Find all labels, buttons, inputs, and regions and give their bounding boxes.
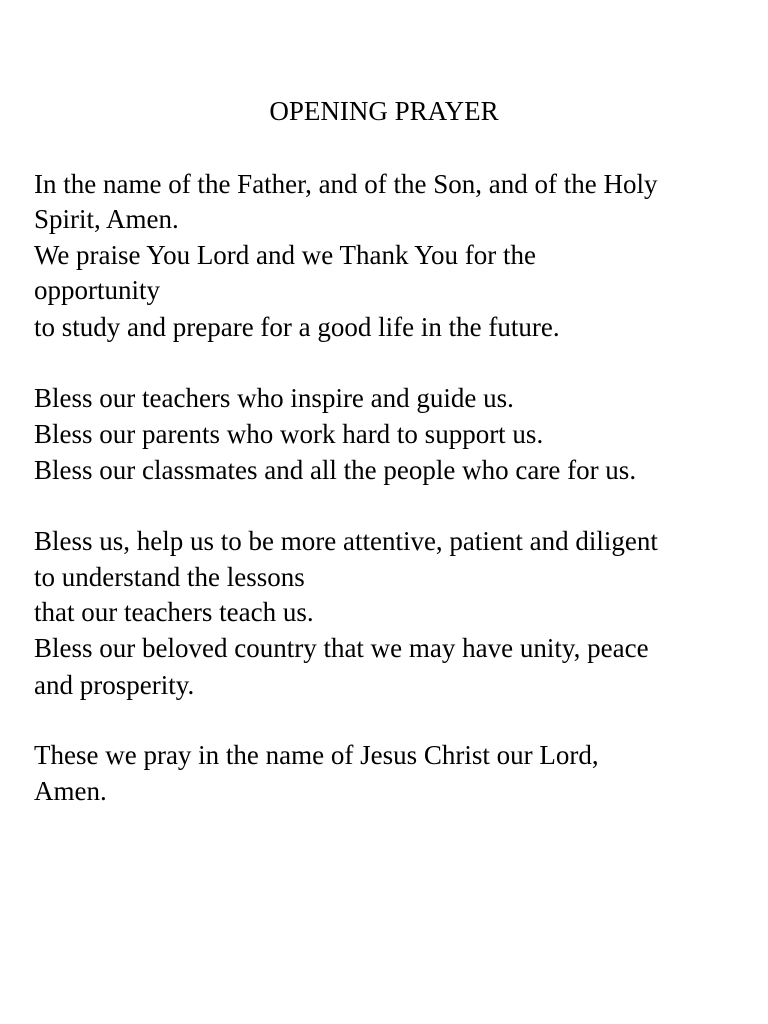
prayer-line: Bless our parents who work hard to support us. [34,419,544,449]
prayer-line: Bless our classmates and all the people who care for us. [34,455,637,485]
prayer-line: We praise You Lord and we Thank You for the [34,240,537,270]
prayer-line: and prosperity. [34,670,195,700]
page-title: OPENING PRAYER [269,96,499,126]
prayer-line: In the name of the Father, and of the Son, and of the Holy [34,169,658,199]
prayer-line: Amen. [34,776,107,806]
prayer-line: to study and prepare for a good life in the future. [34,312,560,342]
prayer-line: Bless our teachers who inspire and guide us. [34,383,514,413]
prayer-line: Bless us, help us to be more attentive, patient and diligent [34,526,658,556]
prayer-line: to understand the lessons [34,562,305,592]
prayer-line: These we pray in the name of Jesus Christ our Lord, [34,740,599,770]
prayer-line: opportunity [34,275,160,305]
prayer-line: Bless our beloved country that we may have unity, peace [34,633,649,663]
prayer-line: that our teachers teach us. [34,597,314,627]
prayer-line: Spirit, Amen. [34,204,179,234]
